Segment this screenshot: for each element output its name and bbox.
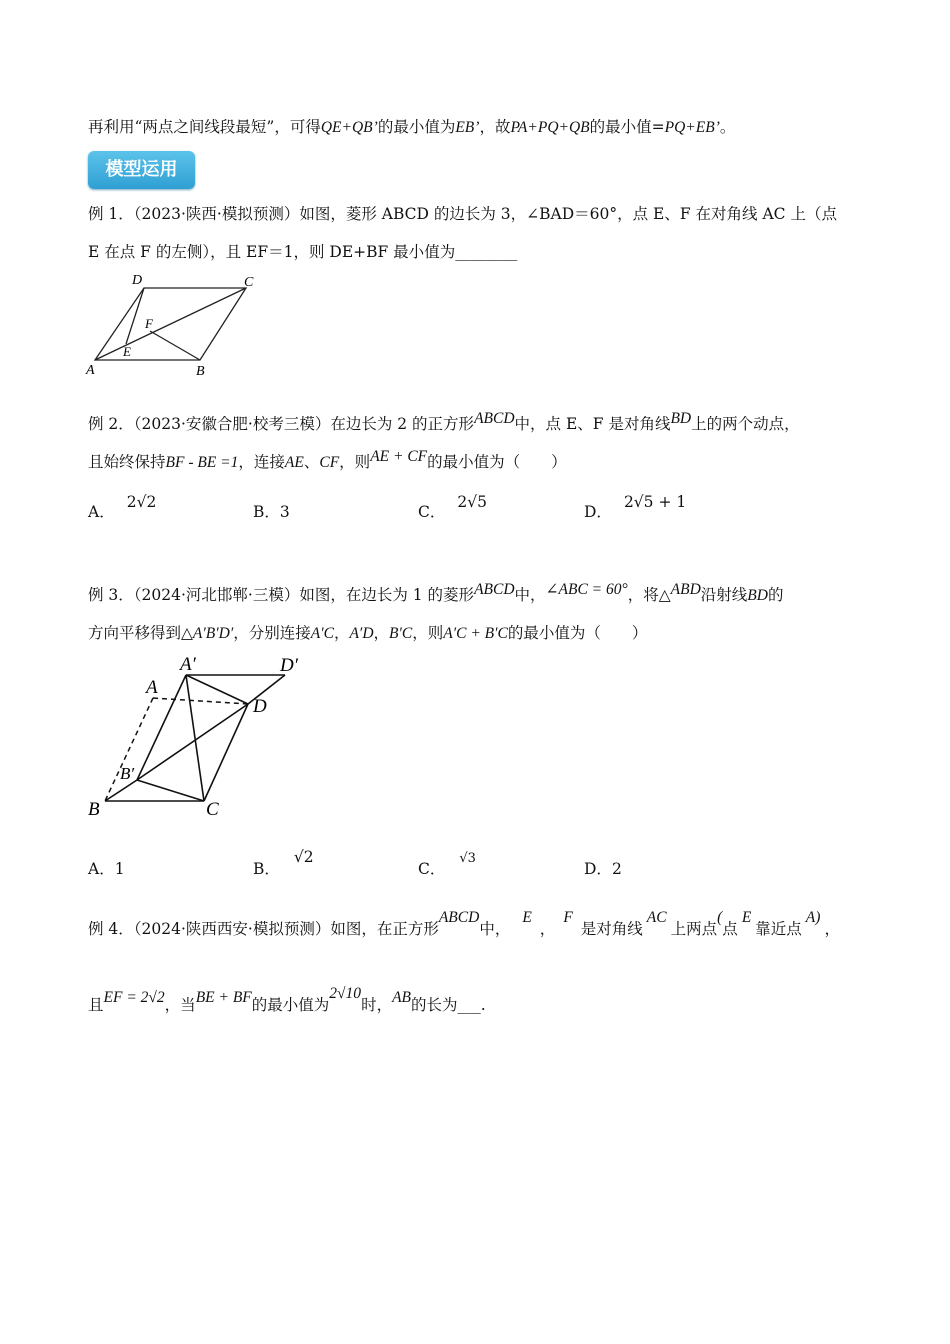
label-b: B [88, 799, 100, 820]
option-value: 2 [611, 860, 622, 878]
question-text: 的最小值为（ ） [427, 453, 567, 471]
label-a-prime: A′ [180, 654, 196, 675]
option-value: 2√5 + 1 [623, 493, 687, 511]
question-text: 、 [303, 453, 320, 471]
example-2-line-1 [88, 410, 800, 436]
example-2-line-2 [88, 448, 567, 474]
option-value: √3 [459, 851, 476, 866]
example-4-line-2 [88, 985, 486, 1017]
label-d: D [132, 273, 143, 288]
math-expr: E [741, 909, 752, 926]
option-label: C． [418, 860, 446, 878]
option-label: D． [584, 503, 612, 521]
section-badge: 模型运用 [88, 151, 195, 189]
question-text: 的最小值为（ ） [507, 624, 648, 642]
question-text: 的长为___. [411, 996, 486, 1014]
math-expr: AB [392, 989, 412, 1006]
intro-text: 的最小值为 [377, 118, 456, 136]
option-value: 1 [114, 860, 125, 878]
question-text: 中，点 E、F 是对角线 [514, 415, 671, 433]
option-value: √2 [293, 848, 314, 866]
math-expr: AC [646, 909, 667, 926]
option-label: B． [253, 503, 280, 521]
question-text: ， [373, 624, 390, 642]
example-4-line-1 [88, 909, 840, 941]
question-text: 例 3．（2024·河北邯郸·三模）如图，在边长为 1 的菱形 [88, 586, 475, 604]
example-1-figure [82, 266, 272, 381]
option-label: B． [253, 860, 280, 878]
example-3-option-d[interactable] [584, 858, 622, 880]
math-expr: A′C [310, 625, 334, 642]
question-text: 的 [767, 586, 784, 604]
question-text: 且 [88, 996, 104, 1014]
label-a: A [146, 677, 158, 698]
question-text: 例 4．（2024·陕西西安·模拟预测）如图，在正方形 [88, 920, 439, 938]
label-b-prime: B′ [120, 764, 135, 783]
math-expr: A) [805, 909, 821, 926]
example-1-line-2: E 在点 F 的左侧），且 EF＝1，则 DE+BF 最小值为________ [88, 243, 518, 261]
intro-text: ，故 [479, 118, 511, 136]
math-expr: ABD [670, 581, 701, 598]
math-expr: QE+QB’ [320, 119, 378, 136]
question-text: ，将△ [627, 586, 671, 604]
label-c: C [206, 799, 219, 820]
math-expr: BD [747, 587, 768, 604]
example-2-option-b[interactable] [253, 501, 290, 523]
label-d-prime: D′ [280, 655, 298, 676]
example-3-line-2 [88, 622, 647, 645]
question-text: 是对角线 [580, 920, 643, 938]
question-text: 上的两个动点， [691, 415, 800, 433]
question-text: 的最小值为 [251, 996, 330, 1014]
label-c: C [244, 275, 254, 290]
option-label: A． [88, 860, 115, 878]
intro-text: 再利用“两点之间线段最短”，可得 [88, 118, 321, 136]
label-e: E [123, 344, 131, 359]
math-expr: E [522, 909, 532, 926]
label-b: B [196, 364, 205, 379]
math-expr: A′B′D′ [192, 625, 234, 642]
math-expr: PQ+EB’ [664, 119, 720, 136]
math-expr: B′C [389, 625, 413, 642]
math-expr: A′C + B′C [443, 625, 508, 642]
math-expr: EF = 2√2 [103, 989, 165, 1006]
example-3-option-b[interactable] [253, 848, 314, 880]
intro-line [88, 116, 735, 139]
intro-text: 的最小值= [589, 118, 665, 136]
math-expr: ABCD [474, 581, 515, 598]
math-expr: ABCD [474, 410, 515, 427]
question-text: ，连接 [238, 453, 285, 471]
example-2-option-a[interactable] [88, 493, 157, 523]
question-text: ， [333, 624, 350, 642]
math-expr: EB’ [455, 119, 480, 136]
option-value: 2√5 [457, 493, 487, 511]
math-expr: CF [319, 454, 340, 471]
question-text: ， [539, 920, 556, 938]
label-f: F [145, 316, 153, 331]
example-2-option-c[interactable] [418, 493, 487, 523]
example-3-option-a[interactable] [88, 858, 125, 880]
question-text: ，则 [339, 453, 371, 471]
math-expr: A′D [349, 625, 374, 642]
label-a: A [86, 363, 95, 378]
math-expr: F [563, 909, 573, 926]
math-expr: 2√10 [329, 985, 362, 1002]
question-text: ，当 [164, 996, 196, 1014]
question-text: ， [824, 920, 840, 938]
option-value: 3 [279, 503, 290, 521]
intro-text: 。 [719, 118, 736, 136]
question-text: 中， [479, 920, 511, 938]
math-expr: AE [284, 454, 304, 471]
question-text: 沿射线 [700, 586, 748, 604]
option-label: A． [88, 503, 115, 521]
question-text: 中， [514, 586, 546, 604]
label-d: D [253, 696, 267, 717]
math-expr: ( [717, 909, 723, 926]
math-expr: BD [670, 410, 692, 427]
question-text: 时， [361, 996, 393, 1014]
example-2-option-d[interactable] [584, 493, 687, 523]
math-expr: AE + CF [370, 448, 428, 465]
question-text: 点 [722, 920, 738, 938]
math-expr: BE + BF [195, 989, 252, 1006]
option-label: D． [584, 860, 612, 878]
math-expr: BF - BE =1 [165, 454, 239, 471]
question-text: ，分别连接 [233, 624, 311, 642]
question-text: ，则 [412, 624, 444, 642]
example-3-line-1 [88, 581, 784, 607]
example-1-line-1: 例 1．（2023·陕西·模拟预测）如图，菱形 ABCD 的边长为 3，∠BAD＝60°，点 E、F 在对角线 AC 上（点 [88, 205, 837, 223]
question-text: 且始终保持 [88, 453, 166, 471]
example-3-figure [82, 648, 322, 823]
example-3-option-c[interactable] [418, 851, 476, 882]
question-text: 方向平移得到△ [88, 624, 193, 642]
math-expr: ABCD [438, 909, 480, 926]
question-text: 靠近点 [755, 920, 802, 938]
question-text: 上两点 [670, 920, 718, 938]
option-value: 2√2 [126, 493, 157, 511]
math-expr: PA+PQ+QB [510, 119, 590, 136]
option-label: C． [418, 503, 446, 521]
question-text: 例 2．（2023·安徽合肥·校考三模）在边长为 2 的正方形 [88, 415, 475, 433]
math-expr: ∠ABC = 60° [545, 581, 628, 598]
